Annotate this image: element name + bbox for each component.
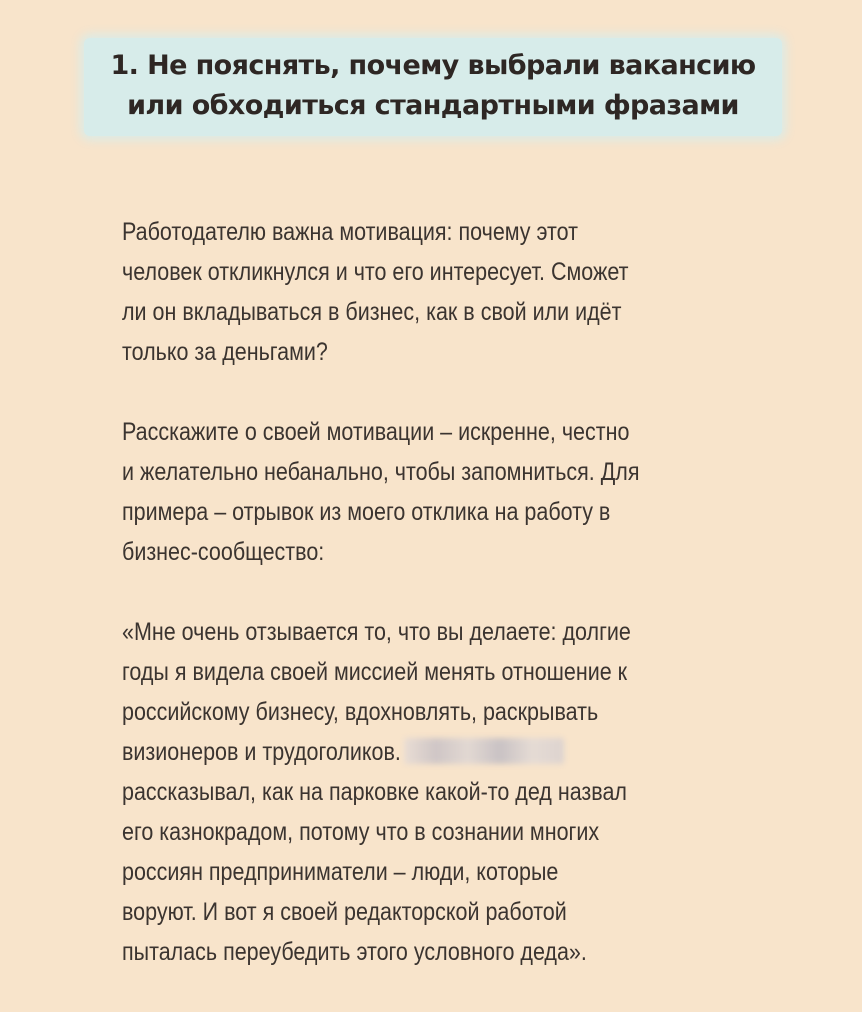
article-body: [122, 212, 707, 1012]
heading-line: или обходиться стандартными фразами: [127, 90, 739, 121]
heading-line: 1. Не пояснять, почему выбрали вакансию: [110, 50, 756, 81]
text-line: человек откликнулся и что его интересует. Сможет: [122, 258, 629, 286]
text-line: пыталась переубедить этого условного деда».: [122, 938, 587, 966]
paragraph-quote: [122, 612, 707, 972]
section-heading: [84, 46, 782, 126]
text-line-with-redaction: [122, 732, 707, 772]
text-line: бизнес-сообщество:: [122, 538, 325, 566]
text-line: его казнокрадом, потому что в сознании многих: [122, 818, 600, 846]
text-line: российскому бизнесу, вдохновлять, раскрывать: [122, 698, 599, 726]
text-line: Работодателю важна мотивация: почему этот: [122, 218, 578, 246]
paragraph-motivation: [122, 212, 707, 372]
text-line: ли он вкладываться в бизнес, как в свой или идёт: [122, 298, 622, 326]
text-line: примера – отрывок из моего отклика на работу в: [122, 498, 611, 526]
text-line: и желательно небанально, чтобы запомниться. Для: [122, 458, 640, 486]
text-line: воруют. И вот я своей редакторской работой: [122, 898, 567, 926]
paragraph-advice: [122, 412, 707, 572]
text-line: россиян предприниматели – люди, которые: [122, 858, 559, 886]
text-line: Расскажите о своей мотивации – искренне, честно: [122, 418, 630, 446]
blurred-redaction: [404, 738, 564, 764]
text-line: только за деньгами?: [122, 338, 328, 366]
text-line: рассказывал, как на парковке какой-то дед назвал: [122, 778, 627, 806]
text-fragment: визионеров и трудоголиков.: [122, 738, 401, 766]
text-line: «Мне очень отзывается то, что вы делаете: долгие: [122, 618, 631, 646]
text-line: годы я видела своей миссией менять отношение к: [122, 658, 628, 686]
